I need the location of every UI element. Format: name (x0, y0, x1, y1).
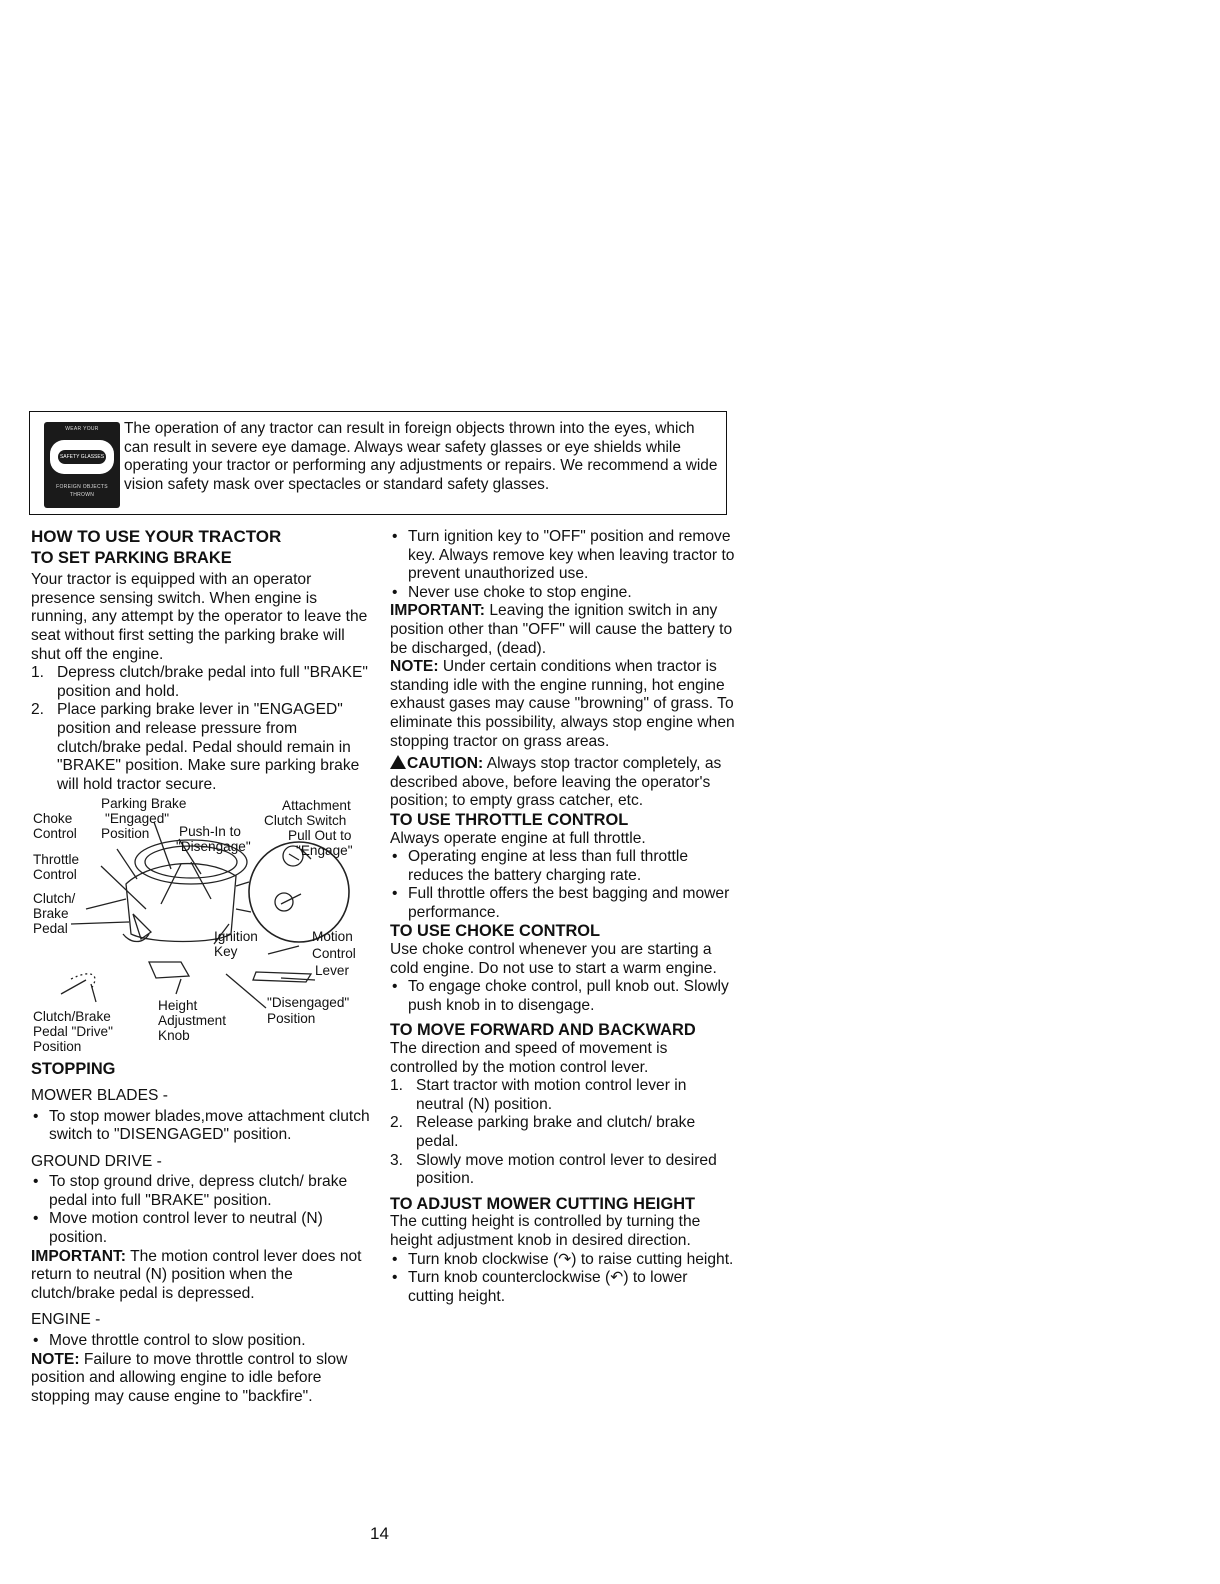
counterclockwise-arrow-icon: ↶ (610, 1269, 624, 1287)
bullet-text-end: ) to raise cutting height. (571, 1250, 734, 1268)
label-choke: Choke (33, 811, 73, 827)
bullet-text: Move throttle control to slow position. (49, 1332, 306, 1350)
bullet-marker: • (392, 978, 398, 996)
bullet-marker: • (33, 1173, 39, 1191)
left-column (31, 528, 371, 1406)
caution-triangle-icon (390, 755, 406, 769)
bullet-marker: • (33, 1332, 39, 1350)
important-text: The motion control lever does not return to neutral (N) position when the clutch/brake pedal is depressed. (31, 1247, 362, 1302)
step-text: Place parking brake lever in "ENGAGED" position and release pressure from clutch/brake pedal. Pedal should remain in "BRAKE" position. Make sure parking brake will hold tractor secure. (57, 701, 360, 793)
list-item (390, 584, 735, 603)
bullet-marker: • (33, 1210, 39, 1228)
page-number: 14 (370, 1524, 389, 1543)
section-heading: HOW TO USE YOUR TRACTOR (31, 527, 282, 546)
height-heading: TO ADJUST MOWER CUTTING HEIGHT (390, 1194, 696, 1213)
engine-subheading: ENGINE - (31, 1311, 101, 1329)
label-height: Height (158, 998, 198, 1014)
move-heading: TO MOVE FORWARD AND BACKWARD (390, 1021, 696, 1040)
important-label: IMPORTANT: (31, 1247, 126, 1265)
label-clutch-brake: Clutch/Brake (33, 1009, 111, 1025)
note-text: Failure to move throttle control to slow position and allowing engine to idle before stopping may cause engine to "backfire". (31, 1350, 348, 1405)
choke-heading: TO USE CHOKE CONTROL (390, 922, 601, 941)
label-engaged: "Engaged" (105, 811, 170, 827)
list-item (390, 1077, 735, 1114)
choke-paragraph: Use choke control whenever you are starting a cold engine. Do not use to start a warm engine. (390, 941, 717, 977)
note-label: NOTE: (390, 658, 439, 676)
icon-top-label: WEAR YOUR (65, 426, 99, 432)
label-disengage: "Disengage" (176, 839, 251, 855)
bullet-text: Never use choke to stop engine. (408, 583, 632, 601)
label-pull-out: Pull Out to (288, 828, 352, 844)
clockwise-arrow-icon: ↷ (558, 1250, 572, 1268)
list-item (31, 701, 371, 794)
label-choke-control: Control (33, 826, 77, 842)
caution-label: CAUTION: (407, 755, 484, 773)
label-brake: Brake (33, 906, 69, 922)
label-attachment: Attachment (282, 798, 351, 814)
note-paragraph (390, 658, 735, 751)
label-engage: "Engage" (296, 843, 353, 859)
throttle-heading: TO USE THROTTLE CONTROL (390, 810, 629, 829)
list-item (390, 1251, 735, 1270)
mower-blades-subheading: MOWER BLADES - (31, 1086, 168, 1104)
list-item (390, 528, 735, 584)
step-number: 1. (390, 1077, 404, 1095)
label-clutch-switch: Clutch Switch (264, 813, 347, 829)
label-position: Position (101, 826, 150, 842)
label-disengaged: "Disengaged" (267, 995, 350, 1011)
goggles-shape (50, 440, 114, 474)
bullet-marker: • (33, 1107, 39, 1125)
label-push-in: Push-In to (179, 824, 241, 840)
label-knob: Knob (158, 1028, 190, 1044)
label-clutch: Clutch/ (33, 891, 76, 907)
bullet-text: To engage choke control, pull knob out. Slowly push knob in to disengage. (408, 978, 729, 1014)
bullet-text: To stop ground drive, depress clutch/ brake pedal into full "BRAKE" position. (49, 1173, 348, 1209)
note-text: Under certain conditions when tractor is standing idle with the engine running, hot engine exhaust gases may cause "browning" of grass. To eliminate this possibility, always stop engine when stopping tractor on grass areas. (390, 658, 735, 750)
list-item (31, 1108, 371, 1145)
bullet-text: Turn ignition key to "OFF" position and remove key. Always remove key when leaving tractor to prevent unauthorized use. (408, 528, 735, 583)
label-drive-position: Position (33, 1039, 82, 1055)
step-number: 2. (390, 1114, 404, 1132)
label-pedal: Pedal (33, 921, 68, 937)
list-item (390, 885, 735, 922)
safety-glasses-icon (44, 422, 120, 508)
parking-brake-heading: TO SET PARKING BRAKE (31, 548, 232, 567)
throttle-paragraph: Always operate engine at full throttle. (390, 829, 646, 847)
label-motion-control: Control (312, 946, 356, 962)
note-paragraph (31, 1351, 371, 1407)
icon-bottom-label-2: THROWN (69, 492, 95, 498)
eye-safety-warning-box (29, 411, 727, 515)
step-number: 1. (31, 664, 45, 682)
warning-text: The operation of any tractor can result in foreign objects thrown into the eyes, which can result in severe eye damage. Always wear safety glasses or eye shields while operating your tractor or performing any adjustments or repairs. We recommend a wide vision safety mask over spectacles or standard safety glasses. (124, 420, 718, 494)
step-text: Depress clutch/brake pedal into full "BRAKE" position and hold. (57, 664, 368, 700)
icon-pill-label: SAFETY GLASSES (58, 450, 106, 464)
move-paragraph: The direction and speed of movement is controlled by the motion control lever. (390, 1040, 668, 1076)
ground-drive-subheading: GROUND DRIVE - (31, 1152, 162, 1170)
label-ignition: Ignition (214, 929, 258, 945)
label-pedal-drive: Pedal "Drive" (33, 1024, 113, 1040)
bullet-text: Full throttle offers the best bagging and mower performance. (408, 885, 730, 921)
height-paragraph: The cutting height is controlled by turning the height adjustment knob in desired direction. (390, 1213, 701, 1249)
bullet-text: To stop mower blades,move attachment clutch switch to "DISENGAGED" position. (49, 1107, 370, 1144)
list-item (31, 1332, 371, 1351)
list-item (390, 978, 735, 1015)
bullet-text-end: ) to lower cutting height. (408, 1269, 688, 1305)
list-item (390, 1269, 735, 1306)
tractor-controls-diagram (31, 794, 371, 1056)
important-paragraph (390, 602, 735, 658)
list-item (31, 1210, 371, 1247)
important-text: Leaving the ignition switch in any position other than "OFF" will cause the battery to be discharged, (dead). (390, 602, 733, 657)
bullet-text-start: Turn knob clockwise ( (408, 1250, 559, 1268)
step-text: Release parking brake and clutch/ brake pedal. (416, 1114, 696, 1150)
list-item (31, 664, 371, 701)
caution-text: Always stop tractor completely, as described above, before leaving the operator's position; to empty grass catcher, etc. (390, 755, 722, 810)
bullet-text-start: Turn knob counterclockwise ( (408, 1269, 611, 1287)
parking-brake-paragraph: Your tractor is equipped with an operator presence sensing switch. When engine is running, any attempt by the operator to leave the seat without first setting the parking brake will shut off the engine. (31, 571, 368, 663)
step-text: Slowly move motion control lever to desired position. (416, 1151, 717, 1188)
label-key: Key (214, 944, 238, 960)
bullet-marker: • (392, 1269, 398, 1287)
right-column (390, 528, 735, 1306)
label-throttle-control: Control (33, 867, 77, 883)
bullet-text: Operating engine at less than full throttle reduces the battery charging rate. (408, 848, 688, 884)
label-parking-brake: Parking Brake (101, 796, 187, 812)
bullet-text: Move motion control lever to neutral (N) position. (49, 1210, 323, 1247)
bullet-marker: • (392, 848, 398, 866)
list-item (390, 1114, 735, 1151)
label-lever: Lever (315, 963, 350, 979)
label-throttle: Throttle (33, 852, 80, 868)
caution-paragraph (390, 755, 735, 811)
label-motion: Motion (312, 929, 353, 945)
label-adjustment: Adjustment (158, 1013, 227, 1029)
list-item (390, 1152, 735, 1189)
bullet-marker: • (392, 583, 398, 601)
bullet-marker: • (392, 885, 398, 903)
list-item (31, 1173, 371, 1210)
important-label: IMPORTANT: (390, 602, 485, 620)
bullet-marker: • (392, 528, 398, 545)
important-paragraph (31, 1248, 371, 1304)
step-number: 3. (390, 1151, 404, 1169)
bullet-marker: • (392, 1250, 398, 1268)
step-number: 2. (31, 701, 45, 719)
step-text: Start tractor with motion control lever in neutral (N) position. (416, 1077, 687, 1113)
stopping-heading: STOPPING (31, 1060, 116, 1079)
label-disengaged-position: Position (267, 1011, 316, 1027)
list-item (390, 848, 735, 885)
note-label: NOTE: (31, 1350, 80, 1368)
icon-bottom-label-1: FOREIGN OBJECTS (56, 484, 108, 490)
